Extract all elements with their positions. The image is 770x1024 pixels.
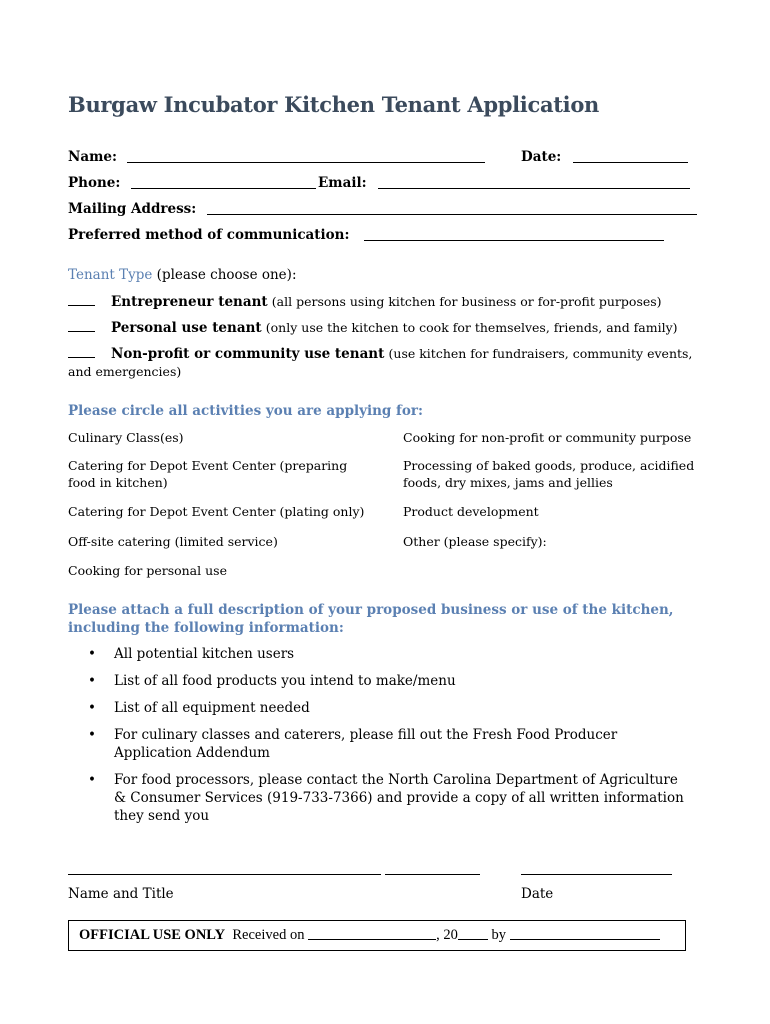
list-item xyxy=(88,645,688,663)
activity-item[interactable]: Off-site catering (limited service) xyxy=(68,534,278,549)
email-label: Email: xyxy=(318,175,367,191)
mailing-address-label: Mailing Address: xyxy=(68,201,197,217)
tenant-option-desc: (only use the kitchen to cook for themselves, friends, and family) xyxy=(265,320,678,335)
tenant-option-label: Non-profit or community use tenant xyxy=(111,346,385,362)
activities-heading: Please circle all activities you are applying for: xyxy=(68,403,423,419)
mailing-address-row xyxy=(68,200,697,217)
tenant-type-heading xyxy=(68,267,297,283)
tenant-option-desc: (all persons using kitchen for business or for-profit purposes) xyxy=(271,294,662,309)
name-title-label: Name and Title xyxy=(68,886,174,902)
official-use-box xyxy=(68,920,686,951)
email-row xyxy=(318,174,690,191)
signature-date-line[interactable] xyxy=(521,873,672,875)
date-row xyxy=(521,148,688,165)
year-prefix: , 20 xyxy=(436,927,458,943)
list-item-text: For food processors, please contact the North Carolina Department of Agriculture & Consumer Services (919-733-7366) and provide a copy of all written information they send you xyxy=(114,772,684,824)
list-item-text: For culinary classes and caterers, please fill out the Fresh Food Producer Application Addendum xyxy=(114,727,618,761)
name-row xyxy=(68,148,485,165)
list-item-text: List of all equipment needed xyxy=(114,700,310,716)
activity-item[interactable]: Catering for Depot Event Center (plating only) xyxy=(68,504,365,519)
name-title-signature-line[interactable] xyxy=(68,873,381,875)
tenant-option-desc: (use kitchen for fundraisers, community events, and emergencies) xyxy=(68,346,693,379)
tenant-type-note: (please choose one): xyxy=(156,267,297,283)
list-item-text: All potential kitchen users xyxy=(114,646,295,662)
page-title: Burgaw Incubator Kitchen Tenant Application xyxy=(68,92,599,117)
phone-field[interactable] xyxy=(131,174,316,189)
bullet-icon: • xyxy=(88,727,96,743)
list-item xyxy=(88,672,688,690)
by-label: by xyxy=(491,927,506,943)
bullet-icon: • xyxy=(88,700,96,716)
list-item-text: List of all food products you intend to make/menu xyxy=(114,673,456,689)
list-item xyxy=(88,699,688,717)
tenant-option-personal xyxy=(68,319,718,337)
attach-list xyxy=(88,645,688,834)
activity-item[interactable]: Culinary Class(es) xyxy=(68,430,184,445)
received-on-label: Received on xyxy=(232,927,305,943)
tenant-option-label: Entrepreneur tenant xyxy=(111,294,268,310)
activity-item[interactable]: Cooking for non-profit or community purpose xyxy=(403,430,692,445)
communication-field[interactable] xyxy=(364,226,664,241)
activity-item[interactable]: Product development xyxy=(403,504,539,519)
email-field[interactable] xyxy=(378,174,690,189)
bullet-icon: • xyxy=(88,772,96,788)
name-field[interactable] xyxy=(127,148,485,163)
tenant-type-title: Tenant Type xyxy=(68,267,153,283)
received-by-field[interactable] xyxy=(510,927,660,940)
attach-heading: Please attach a full description of your proposed business or use of the kitchen, including the following information: xyxy=(68,602,674,636)
phone-label: Phone: xyxy=(68,175,121,191)
bullet-icon: • xyxy=(88,673,96,689)
official-use-label: OFFICIAL USE ONLY xyxy=(79,927,226,943)
signature-extra-line[interactable] xyxy=(385,873,480,875)
date-label: Date: xyxy=(521,149,562,165)
date-field[interactable] xyxy=(573,148,688,163)
tenant-choice-blank[interactable] xyxy=(68,294,95,306)
name-label: Name: xyxy=(68,149,117,165)
communication-row xyxy=(68,226,664,243)
activity-item[interactable]: Processing of baked goods, produce, acidified foods, dry mixes, jams and jellies xyxy=(403,458,695,490)
bullet-icon: • xyxy=(88,646,96,662)
communication-label: Preferred method of communication: xyxy=(68,227,350,243)
phone-row xyxy=(68,174,316,191)
tenant-option-entrepreneur xyxy=(68,293,718,311)
activity-item[interactable]: Cooking for personal use xyxy=(68,563,227,578)
signature-date-label: Date xyxy=(521,886,554,902)
activity-item[interactable]: Other (please specify): xyxy=(403,534,547,549)
list-item xyxy=(88,771,688,825)
activity-item[interactable]: Catering for Depot Event Center (preparing food in kitchen) xyxy=(68,458,348,490)
year-field[interactable] xyxy=(458,927,488,940)
tenant-choice-blank[interactable] xyxy=(68,320,95,332)
tenant-choice-blank[interactable] xyxy=(68,346,95,358)
list-item xyxy=(88,726,688,762)
tenant-option-nonprofit xyxy=(68,345,718,381)
received-on-field[interactable] xyxy=(308,927,436,940)
tenant-option-label: Personal use tenant xyxy=(111,320,262,336)
mailing-address-field[interactable] xyxy=(207,200,697,215)
